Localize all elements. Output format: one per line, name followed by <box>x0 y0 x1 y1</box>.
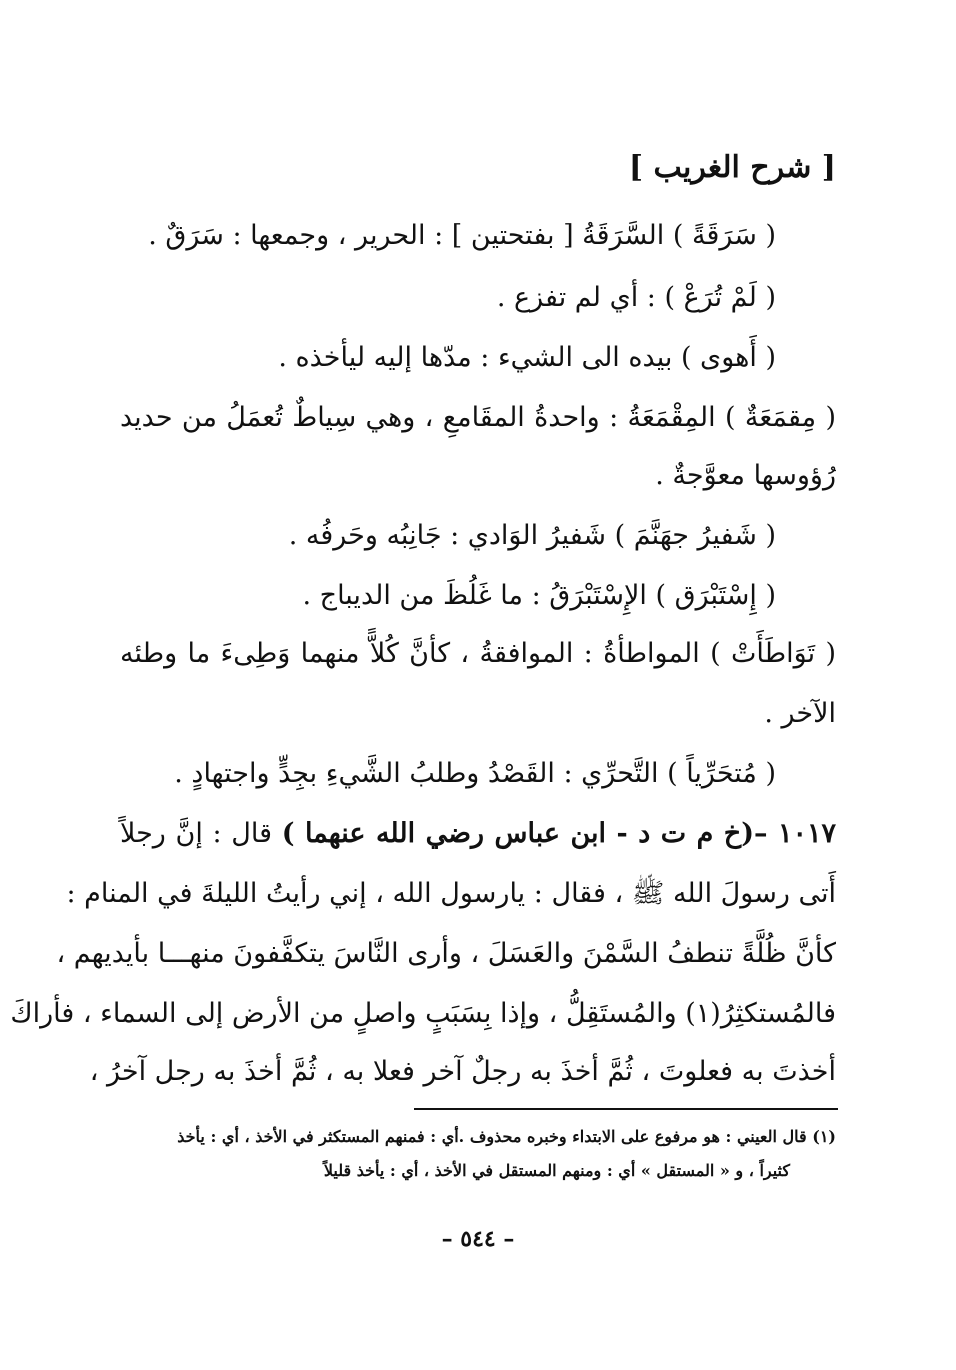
hadith-number: ١٠١٧ – <box>754 818 836 849</box>
glossary-entry-ahwa: ( أَهوى ) بيده الى الشيء : مدّها إليه ليأخذه . <box>278 342 776 373</box>
footnote-line-1: (١) قال العيني : هو مرفوع على الابتداء وخبره محذوف .أي : فمنهم المستكثر في الأخذ ، أي : يأخذ <box>177 1127 836 1146</box>
footnote-divider <box>414 1108 838 1110</box>
glossary-entry-shafir: ( شَفيرُ جهَنَّمَ ) شَفيرُ الوَادي : جَانِبُه وحَرفُه . <box>288 520 776 551</box>
hadith-line: أخذتَ به فعلوتَ ، ثُمَّ أخذَ به رجلٌ آخر فعلا به ، ثُمَّ أخذَ به رجل آخرُ ، <box>89 1056 836 1087</box>
footnote-line-2: كثيراً ، و « المستقل » أي : ومنهم المستقل في الأخذ ، أي : يأخذ قليلاً <box>323 1161 790 1180</box>
glossary-entry-miqmaa: ( مِقمَعَةٌ ) المِقْمَعَةُ : واحدةُ المقَامعِ ، وهي سِياطٌ تُعمَلُ من حديد <box>120 402 836 433</box>
glossary-entry-mutaharriyan: ( مُتحَرِّياً ) التَّحرِّي : القَصْدُ وطلبُ الشَّيءِ بجِدٍّ واجتهادٍ . <box>174 758 776 789</box>
hadith-source: (خ م ت د - ابن عباس رضي الله عنهما ) <box>281 818 754 849</box>
glossary-entry-tawataat: ( تَوَاطَأَتْ ) المواطأةُ : الموافقةُ ، كأنَّ كُلاًّ منهما وَطِىءَ ما وطئه <box>120 638 836 669</box>
hadith-line: فالمُستكثِرُ(١) والمُستَقِلُّ ، وإذا بِسَبَبٍ واصلٍ من الأرض إلى السماء ، فأراكَ <box>10 998 836 1029</box>
hadith-first-line <box>120 814 836 854</box>
glossary-entry-lam-tura: ( لَمْ تُرَعْ ) : أي لم تفزع . <box>496 282 776 313</box>
glossary-entry-tawataat-cont: الآخر . <box>764 698 836 729</box>
hadith-line: كأنَّ ظُلَّةً تنطفُ السَّمْنَ والعَسَلَ ، وأرى النَّاسَ يتكفَّفونَ منهـــا بأيديهم ، <box>56 938 836 969</box>
glossary-entry-miqmaa-cont: رُؤوسها معوَّجةٌ . <box>655 460 836 491</box>
page-number: – ٥٤٤ – <box>441 1226 515 1252</box>
glossary-entry-istabraq: ( إِسْتَبْرَق ) الإِسْتَبْرَقُ : ما غَلُظَ من الديباج . <box>302 580 776 611</box>
hadith-line: أَتى رسولَ الله ﷺ ، فقال : يارسول الله ، إني رأيتُ الليلةَ في المنام : <box>66 878 836 909</box>
hadith-first-line-text: قال : إنَّ رجلاً <box>120 818 273 849</box>
section-title: [ شرح الغريب ] <box>628 150 836 185</box>
glossary-entry-sariqa: ( سَرَقَةً ) السَّرَقَةُ [ بفتحتين ] : الحرير ، وجمعها : سَرَقٌ . <box>148 220 776 251</box>
